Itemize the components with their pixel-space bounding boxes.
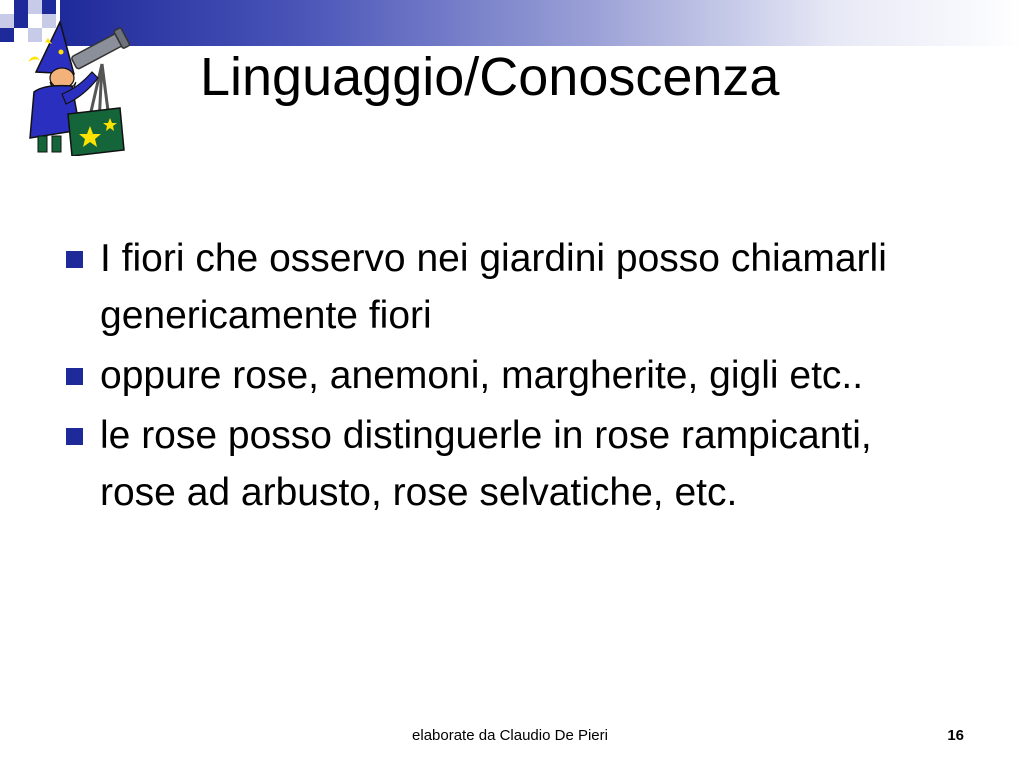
page-number: 16: [947, 727, 964, 744]
square-bullet-icon: [66, 368, 83, 385]
square-bullet-icon: [66, 428, 83, 445]
bullet-item: [62, 347, 942, 404]
header-gradient-band: [60, 0, 1024, 46]
decor-square: [0, 14, 14, 28]
bullet-list: [62, 230, 942, 524]
decor-square: [42, 0, 56, 14]
decor-square: [28, 0, 42, 14]
bullet-text: oppure rose, anemoni, margherite, gigli etc..: [100, 354, 864, 397]
decor-square: [14, 0, 28, 14]
wizard-with-telescope-icon: [14, 14, 134, 156]
bullet-item: [62, 230, 942, 344]
slide-title: Linguaggio/Conoscenza: [200, 47, 780, 107]
bullet-text: I fiori che osservo nei giardini posso chiamarli genericamente fiori: [100, 237, 887, 337]
bullet-item: [62, 407, 942, 521]
bullet-text: le rose posso distinguerle in rose rampicanti, rose ad arbusto, rose selvatiche, etc.: [100, 414, 872, 514]
square-bullet-icon: [66, 251, 83, 268]
decor-square: [0, 28, 14, 42]
footer-author: elaborate da Claudio De Pieri: [412, 727, 608, 744]
